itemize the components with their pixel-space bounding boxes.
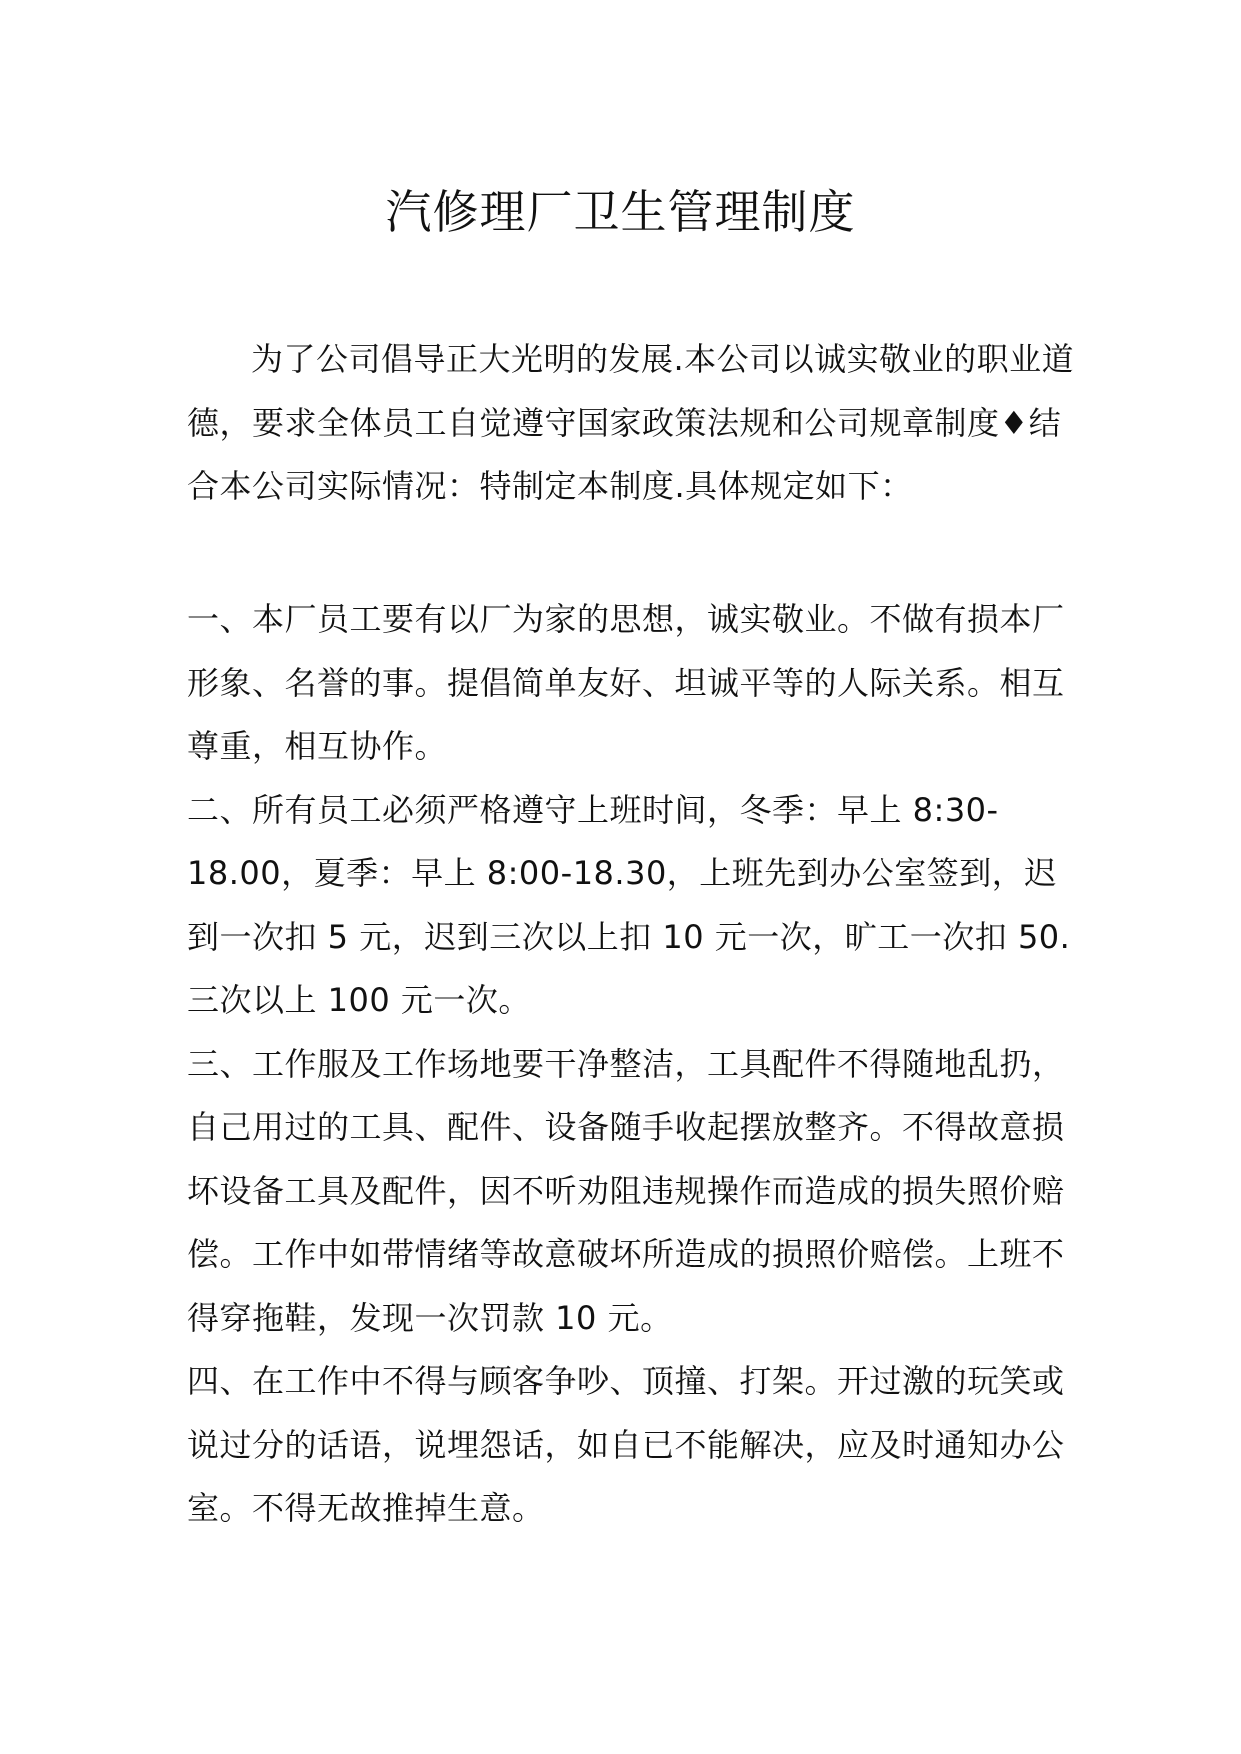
rule-item-3: 三、工作服及工作场地要干净整洁，工具配件不得随地乱扔，自己用过的工具、配件、设备随手收起摆放整齐。不得故意损坏设备工具及配件，因不听劝阻违规操作而造成的损失照价赔偿。工作中如带情绪等故意破坏所造成的损照价赔偿。上班不得穿拖鞋，发现一次罚款 10 元。 <box>187 1044 1065 1337</box>
intro-paragraph: 为了公司倡导正大光明的发展.本公司以诚实敬业的职业道德，要求全体员工自觉遵守国家政策法规和公司规章制度♦结合本公司实际情况：特制定本制度.具体规定如下： <box>187 340 1075 505</box>
document-title: 汽修理厂卫生管理制度 <box>385 185 856 239</box>
rules-list <box>187 588 1077 1541</box>
rule-item-1: 一、本厂员工要有以厂为家的思想，诚实敬业。不做有损本厂形象、名誉的事。提倡简单友好、坦诚平等的人际关系。相互尊重，相互协作。 <box>187 600 1065 765</box>
rule-item-4: 四、在工作中不得与顾客争吵、顶撞、打架。开过激的玩笑或说过分的话语，说埋怨话，如自已不能解决，应及时通知办公室。不得无故推掉生意。 <box>187 1362 1065 1527</box>
rule-item-2: 二、所有员工必须严格遵守上班时间，冬季：早上 8:30-18.00，夏季：早上 8:00-18.30，上班先到办公室签到，迟到一次扣 5 元，迟到三次以上扣 10 元一次，旷工一次扣 50.三次以上 100 元一次。 <box>187 790 1071 1019</box>
